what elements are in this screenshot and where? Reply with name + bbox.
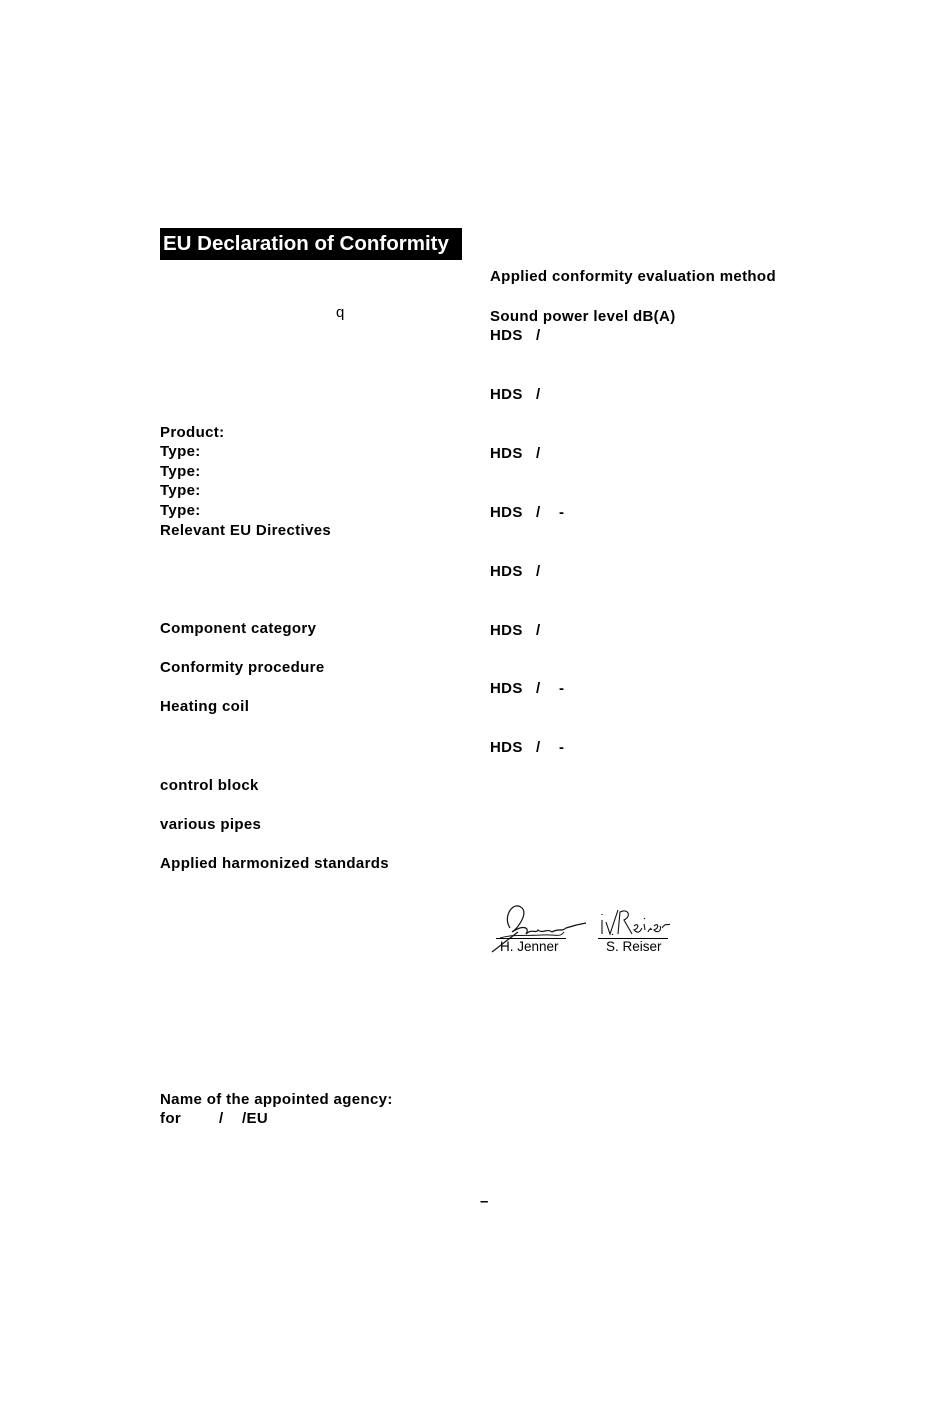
hds-model-2: HDS xyxy=(490,386,523,403)
hds-slash-6: / xyxy=(536,622,541,639)
type-label-2: Type: xyxy=(160,463,201,480)
product-label: Product: xyxy=(160,424,225,441)
control-block-label: control block xyxy=(160,777,259,794)
sound-power-heading: Sound power level dB(A) xyxy=(490,308,676,325)
hds-model-7: HDS xyxy=(490,680,523,697)
hds-dash-4: - xyxy=(559,504,565,521)
hds-slash-4: / xyxy=(536,504,541,521)
type-label-1: Type: xyxy=(160,443,201,460)
hds-model-1: HDS xyxy=(490,327,523,344)
heating-coil-label: Heating coil xyxy=(160,698,250,715)
type-label-4: Type: xyxy=(160,502,201,519)
agency-slash: / xyxy=(219,1110,224,1127)
page-title: EU Declaration of Conformity xyxy=(160,228,462,260)
signatory-name-1: H. Jenner xyxy=(500,939,559,954)
conformity-procedure-heading: Conformity procedure xyxy=(160,659,325,676)
stray-character: q xyxy=(336,304,345,321)
applied-standards-heading: Applied harmonized standards xyxy=(160,855,389,872)
hds-slash-3: / xyxy=(536,445,541,462)
hds-slash-5: / xyxy=(536,563,541,580)
hds-slash-7: / xyxy=(536,680,541,697)
agency-eu-label: /EU xyxy=(242,1110,269,1127)
signatory-name-2: S. Reiser xyxy=(606,939,662,954)
agency-heading: Name of the appointed agency: xyxy=(160,1091,393,1108)
signature-reiser xyxy=(598,906,672,940)
hds-model-8: HDS xyxy=(490,739,523,756)
hds-slash-2: / xyxy=(536,386,541,403)
component-category-heading: Component category xyxy=(160,620,317,637)
agency-for-label: for xyxy=(160,1110,182,1127)
hds-model-3: HDS xyxy=(490,445,523,462)
hds-slash-8: / xyxy=(536,739,541,756)
hds-model-4: HDS xyxy=(490,504,523,521)
hds-model-6: HDS xyxy=(490,622,523,639)
various-pipes-label: various pipes xyxy=(160,816,262,833)
hds-slash-1: / xyxy=(536,327,541,344)
page-marker: – xyxy=(480,1193,489,1210)
type-label-3: Type: xyxy=(160,482,201,499)
relevant-directives-heading: Relevant EU Directives xyxy=(160,522,332,539)
evaluation-method-heading: Applied conformity evaluation method xyxy=(490,268,776,285)
hds-dash-8: - xyxy=(559,739,565,756)
hds-model-5: HDS xyxy=(490,563,523,580)
hds-dash-7: - xyxy=(559,680,565,697)
